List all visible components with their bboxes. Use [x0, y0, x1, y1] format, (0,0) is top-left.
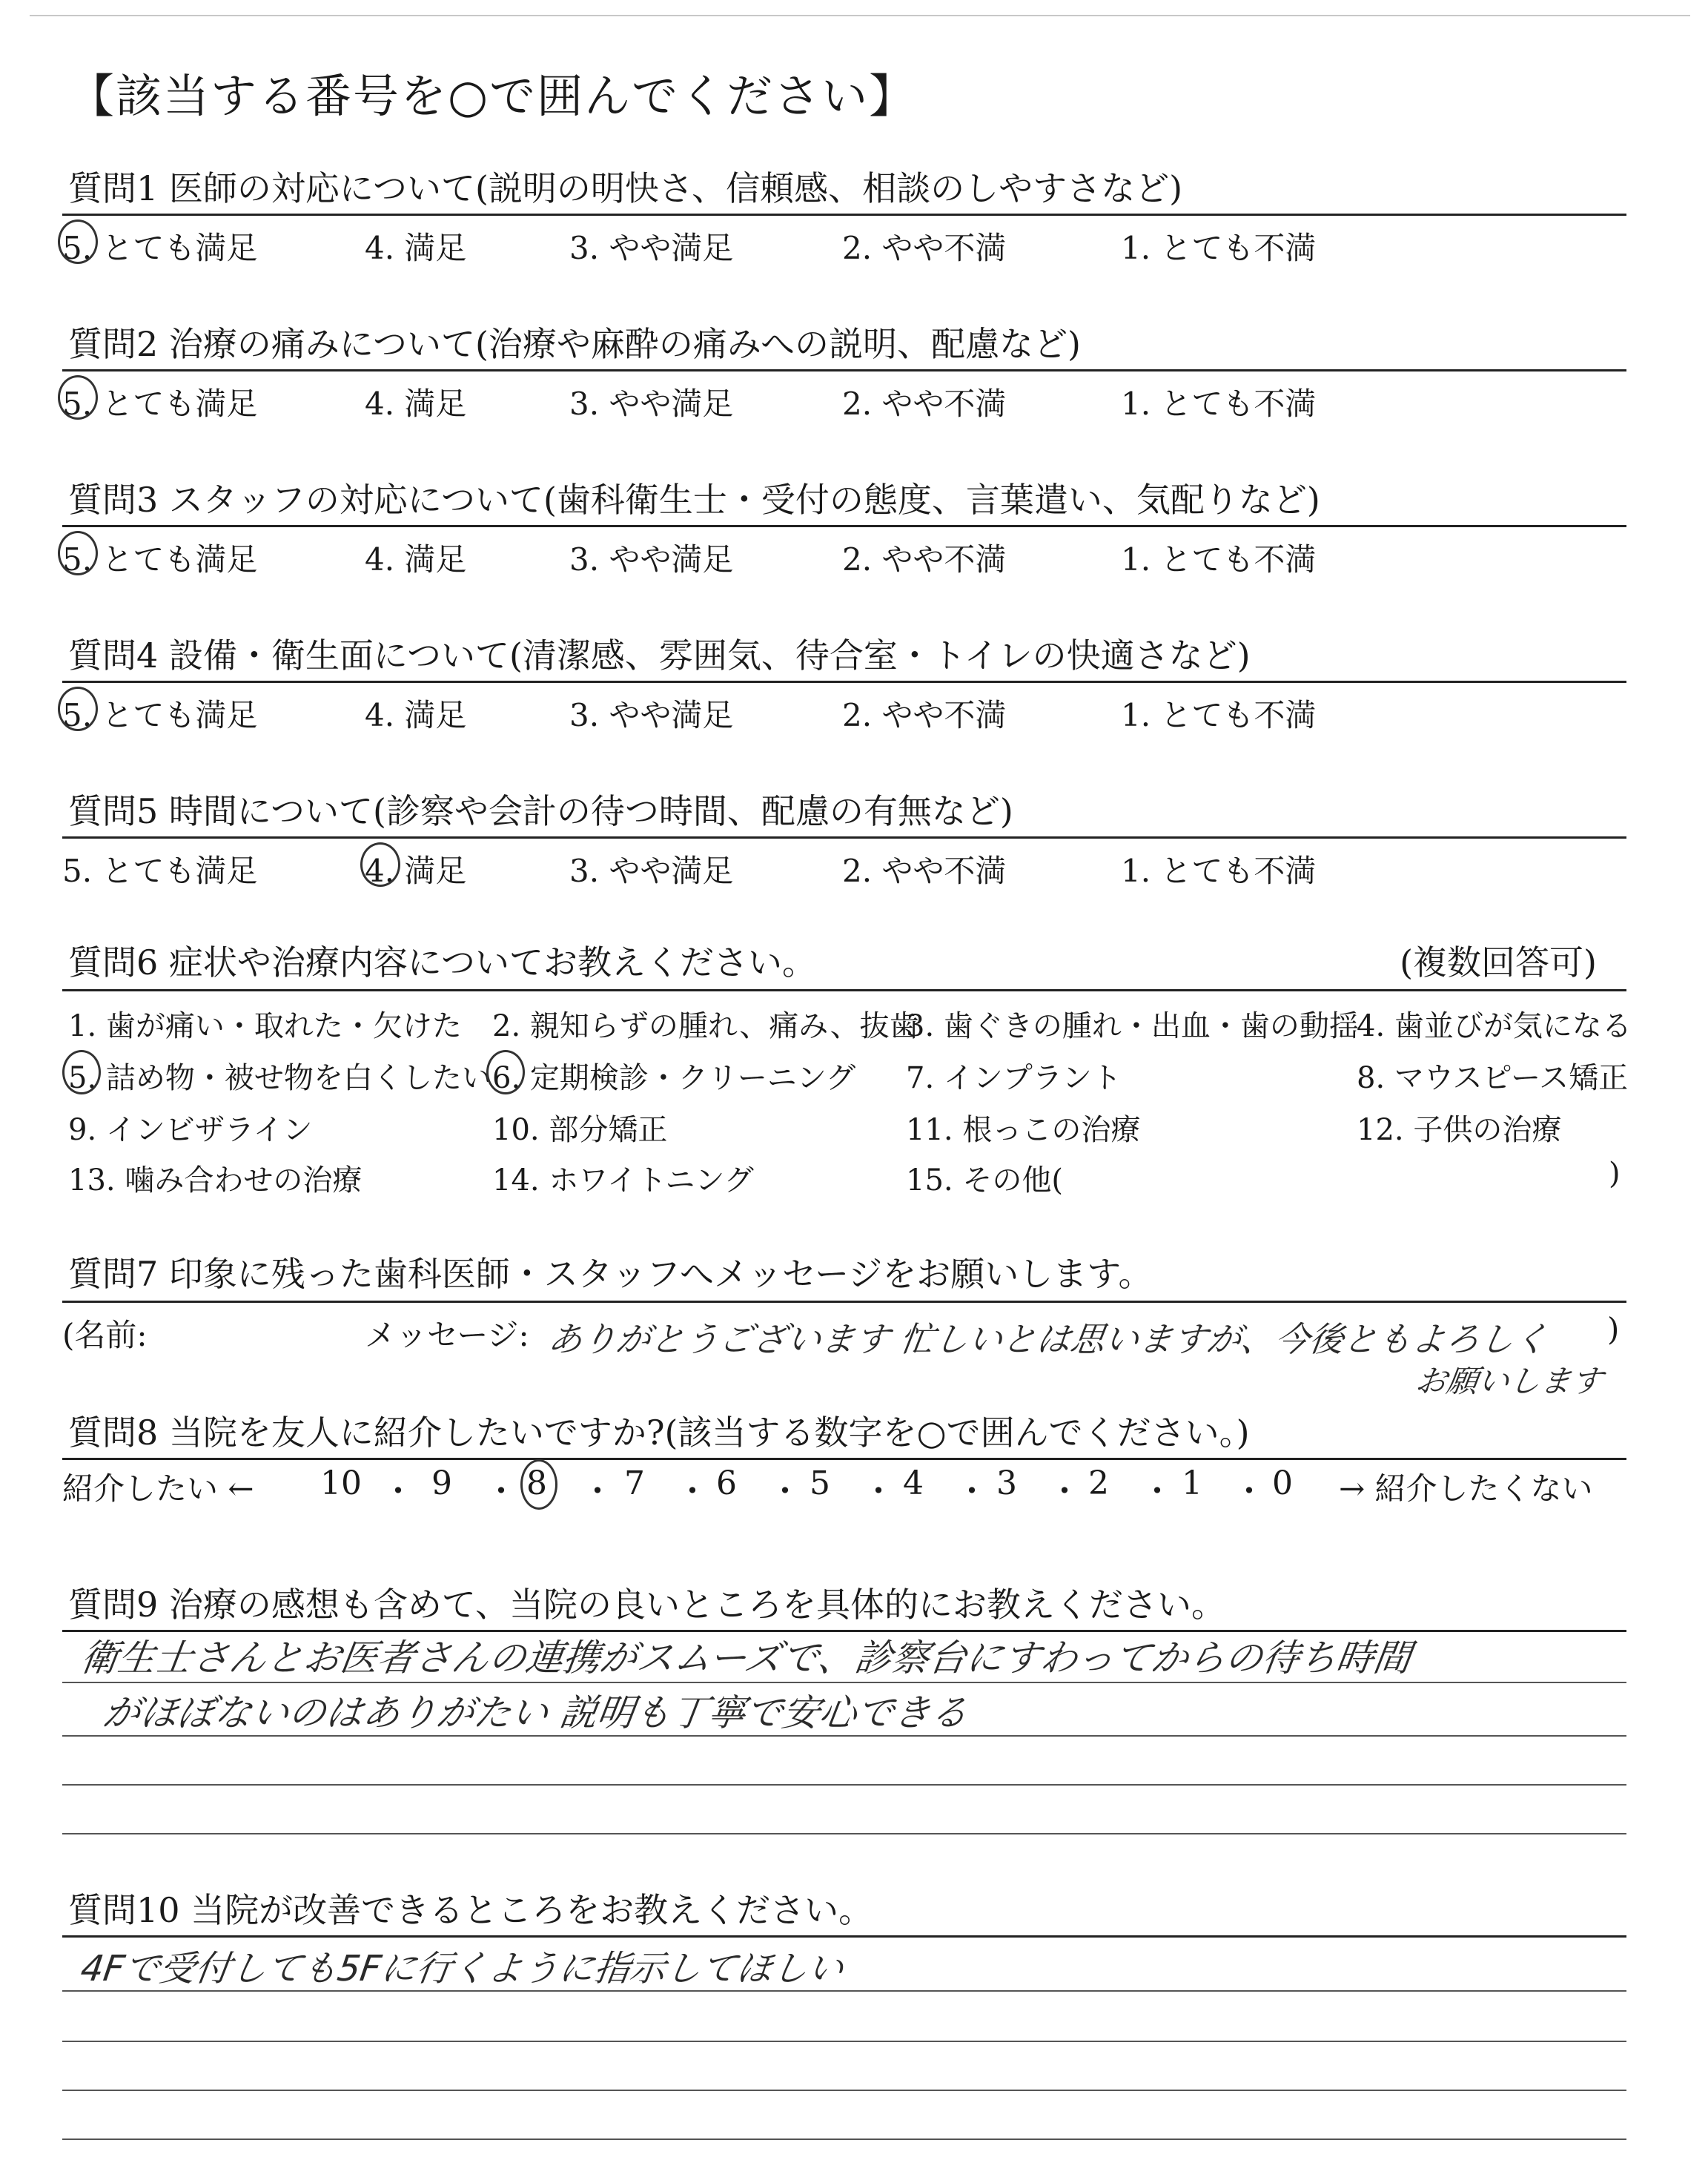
q9-writing-line — [62, 1833, 1626, 1834]
message-handwritten-2: お願いします — [1413, 1363, 1606, 1399]
q3-option-2[interactable]: 2. やや不満 — [842, 541, 1007, 578]
q1-option-1[interactable]: 1. とても不満 — [1121, 230, 1317, 266]
q6-option-8[interactable]: 8. マウスピース矯正 — [1357, 1061, 1629, 1095]
q5-option-5[interactable]: 5. とても満足 — [62, 853, 258, 889]
q8-title: 質問8 当院を友人に紹介したいですか?(該当する数字を○で囲んでください。) — [68, 1413, 1250, 1453]
q2-rule — [62, 369, 1626, 371]
q6-option-6[interactable]: 6. 定期検診・クリーニング — [492, 1061, 856, 1095]
top-divider — [30, 15, 1690, 16]
q4-selected-circle — [58, 687, 98, 731]
q3-option-5[interactable]: 5. とても満足 — [62, 541, 258, 578]
q4-option-4[interactable]: 4. 満足 — [365, 697, 467, 733]
q8-selected-circle — [520, 1459, 557, 1510]
q9-answer-line2: がほぼないのはありがたい 説明も丁寧で安心できる — [100, 1691, 971, 1734]
q5-option-4[interactable]: 4. 満足 — [365, 853, 467, 889]
q3-title: 質問3 スタッフの対応について(歯科衛生士・受付の態度、言葉遣い、気配りなど) — [68, 480, 1320, 520]
q6-option-13[interactable]: 13. 噛み合わせの治療 — [68, 1163, 363, 1198]
q5-selected-circle — [360, 842, 400, 887]
scale-dot-separator: ・ — [1233, 1473, 1265, 1510]
name-label: (名前: — [62, 1317, 148, 1353]
q2-option-3[interactable]: 3. やや満足 — [569, 386, 734, 422]
scale-right-label: → 紹介したくない — [1339, 1470, 1593, 1507]
q3-option-3[interactable]: 3. やや満足 — [569, 541, 734, 578]
q4-option-3[interactable]: 3. やや満足 — [569, 697, 734, 733]
q3-selected-circle — [58, 531, 98, 575]
q4-title: 質問4 設備・衛生面について(清潔感、雰囲気、待合室・トイレの快適さなど) — [68, 635, 1251, 676]
q1-option-4[interactable]: 4. 満足 — [365, 230, 467, 266]
scale-number-7[interactable]: 7 — [624, 1464, 645, 1502]
q6-option-5[interactable]: 5. 詰め物・被せ物を白くしたい — [68, 1061, 491, 1095]
q5-option-2[interactable]: 2. やや不満 — [842, 853, 1007, 889]
message-label: メッセージ: — [365, 1317, 529, 1353]
scale-dot-separator: ・ — [1141, 1473, 1174, 1510]
q4-rule — [62, 681, 1626, 683]
q2-option-4[interactable]: 4. 満足 — [365, 386, 467, 422]
q6-rule — [62, 989, 1626, 991]
q5-title: 質問5 時間について(診察や会計の待つ時間、配慮の有無など) — [68, 791, 1013, 831]
scale-dot-separator: ・ — [1048, 1473, 1081, 1510]
q6-option-7[interactable]: 7. インプラント — [906, 1061, 1122, 1095]
scale-number-2[interactable]: 2 — [1088, 1464, 1109, 1502]
q10-title: 質問10 当院が改善できるところをお教えください。 — [68, 1890, 873, 1930]
q3-option-1[interactable]: 1. とても不満 — [1121, 541, 1317, 578]
q10-answer-line1: 4Fで受付しても5Fに行くように指示してほしい — [78, 1948, 847, 1989]
q1-title: 質問1 医師の対応について(説明の明快さ、信頼感、相談のしやすさなど) — [68, 168, 1183, 208]
q2-option-1[interactable]: 1. とても不満 — [1121, 386, 1317, 422]
q9-answer-line1: 衛生士さんとお医者さんの連携がスムーズで、診察台にすわってからの待ち時間 — [78, 1636, 1414, 1680]
scale-dot-separator: ・ — [956, 1473, 988, 1510]
scale-dot-separator: ・ — [382, 1473, 414, 1510]
q10-writing-line — [62, 1990, 1626, 1992]
q4-option-1[interactable]: 1. とても不満 — [1121, 697, 1317, 733]
q6-option-4[interactable]: 4. 歯並びが気になる — [1357, 1009, 1632, 1043]
scale-dot-separator: ・ — [769, 1473, 801, 1510]
q1-selected-circle — [58, 219, 98, 264]
q5-rule — [62, 836, 1626, 839]
q1-option-3[interactable]: 3. やや満足 — [569, 230, 734, 266]
q7-rule — [62, 1301, 1626, 1303]
q5-option-3[interactable]: 3. やや満足 — [569, 853, 734, 889]
q3-rule — [62, 525, 1626, 527]
scale-number-8[interactable]: 8 — [526, 1464, 547, 1502]
q6-title: 質問6 症状や治療内容についてお教えください。 — [68, 942, 816, 982]
q6-option-1[interactable]: 1. 歯が痛い・取れた・欠けた — [68, 1009, 462, 1043]
q6-option-11[interactable]: 11. 根っこの治療 — [906, 1113, 1141, 1147]
q1-rule — [62, 214, 1626, 216]
q6-option-2[interactable]: 2. 親知らずの腫れ、痛み、抜歯 — [492, 1009, 919, 1043]
scale-number-0[interactable]: 0 — [1272, 1464, 1293, 1502]
q10-rule — [62, 1935, 1626, 1938]
q2-option-5[interactable]: 5. とても満足 — [62, 386, 258, 422]
q1-option-5[interactable]: 5. とても満足 — [62, 230, 258, 266]
q4-option-5[interactable]: 5. とても満足 — [62, 697, 258, 733]
q10-writing-line — [62, 2138, 1626, 2140]
q2-selected-circle — [58, 375, 98, 420]
q9-title: 質問9 治療の感想も含めて、当院の良いところを具体的にお教えください。 — [68, 1585, 1225, 1625]
q4-option-2[interactable]: 2. やや不満 — [842, 697, 1007, 733]
q6-option-14[interactable]: 14. ホワイトニング — [492, 1163, 754, 1198]
scale-number-3[interactable]: 3 — [996, 1464, 1017, 1502]
scale-number-10[interactable]: 10 — [320, 1464, 362, 1502]
scale-dot-separator: ・ — [581, 1473, 614, 1510]
q2-title: 質問2 治療の痛みについて(治療や麻酔の痛みへの説明、配慮など) — [68, 324, 1081, 364]
scale-number-5[interactable]: 5 — [810, 1464, 830, 1502]
message-handwritten-1: ありがとうございます 忙しいとは思いますが、今後ともよろしく — [545, 1319, 1551, 1359]
scale-number-9[interactable]: 9 — [431, 1464, 452, 1502]
q6-option-3[interactable]: 3. 歯ぐきの腫れ・出血・歯の動揺 — [906, 1009, 1359, 1043]
scale-dot-separator: ・ — [676, 1473, 709, 1510]
scale-number-4[interactable]: 4 — [903, 1464, 924, 1502]
q6-option-10[interactable]: 10. 部分矯正 — [492, 1113, 668, 1147]
q9-writing-line — [62, 1735, 1626, 1737]
q10-writing-line — [62, 2041, 1626, 2042]
q6-option-9[interactable]: 9. インビザライン — [68, 1113, 313, 1147]
scale-number-1[interactable]: 1 — [1182, 1464, 1202, 1502]
scale-left-label: 紹介したい ← — [62, 1470, 254, 1507]
q1-option-2[interactable]: 2. やや不満 — [842, 230, 1007, 266]
q6-other-close-paren: ) — [1609, 1157, 1621, 1191]
q6-selected-circle — [62, 1050, 101, 1094]
scale-dot-separator: ・ — [862, 1473, 895, 1510]
q9-writing-line — [62, 1784, 1626, 1786]
q10-writing-line — [62, 2090, 1626, 2091]
form-heading: 【該当する番号を○で囲んでください】 — [68, 69, 917, 123]
q6-option-12[interactable]: 12. 子供の治療 — [1357, 1113, 1562, 1147]
message-close-paren: ) — [1607, 1311, 1620, 1347]
scale-number-6[interactable]: 6 — [716, 1464, 737, 1502]
q2-option-2[interactable]: 2. やや不満 — [842, 386, 1007, 422]
q6-selected-circle — [486, 1050, 525, 1094]
q7-title: 質問7 印象に残った歯科医師・スタッフへメッセージをお願いします。 — [68, 1254, 1153, 1294]
q6-note: (複数回答可) — [1400, 942, 1597, 982]
q3-option-4[interactable]: 4. 満足 — [365, 541, 467, 578]
q6-option-15[interactable]: 15. その他( — [906, 1163, 1063, 1198]
q8-rule — [62, 1458, 1626, 1460]
scale-dot-separator: ・ — [485, 1473, 517, 1510]
q5-option-1[interactable]: 1. とても不満 — [1121, 853, 1317, 889]
